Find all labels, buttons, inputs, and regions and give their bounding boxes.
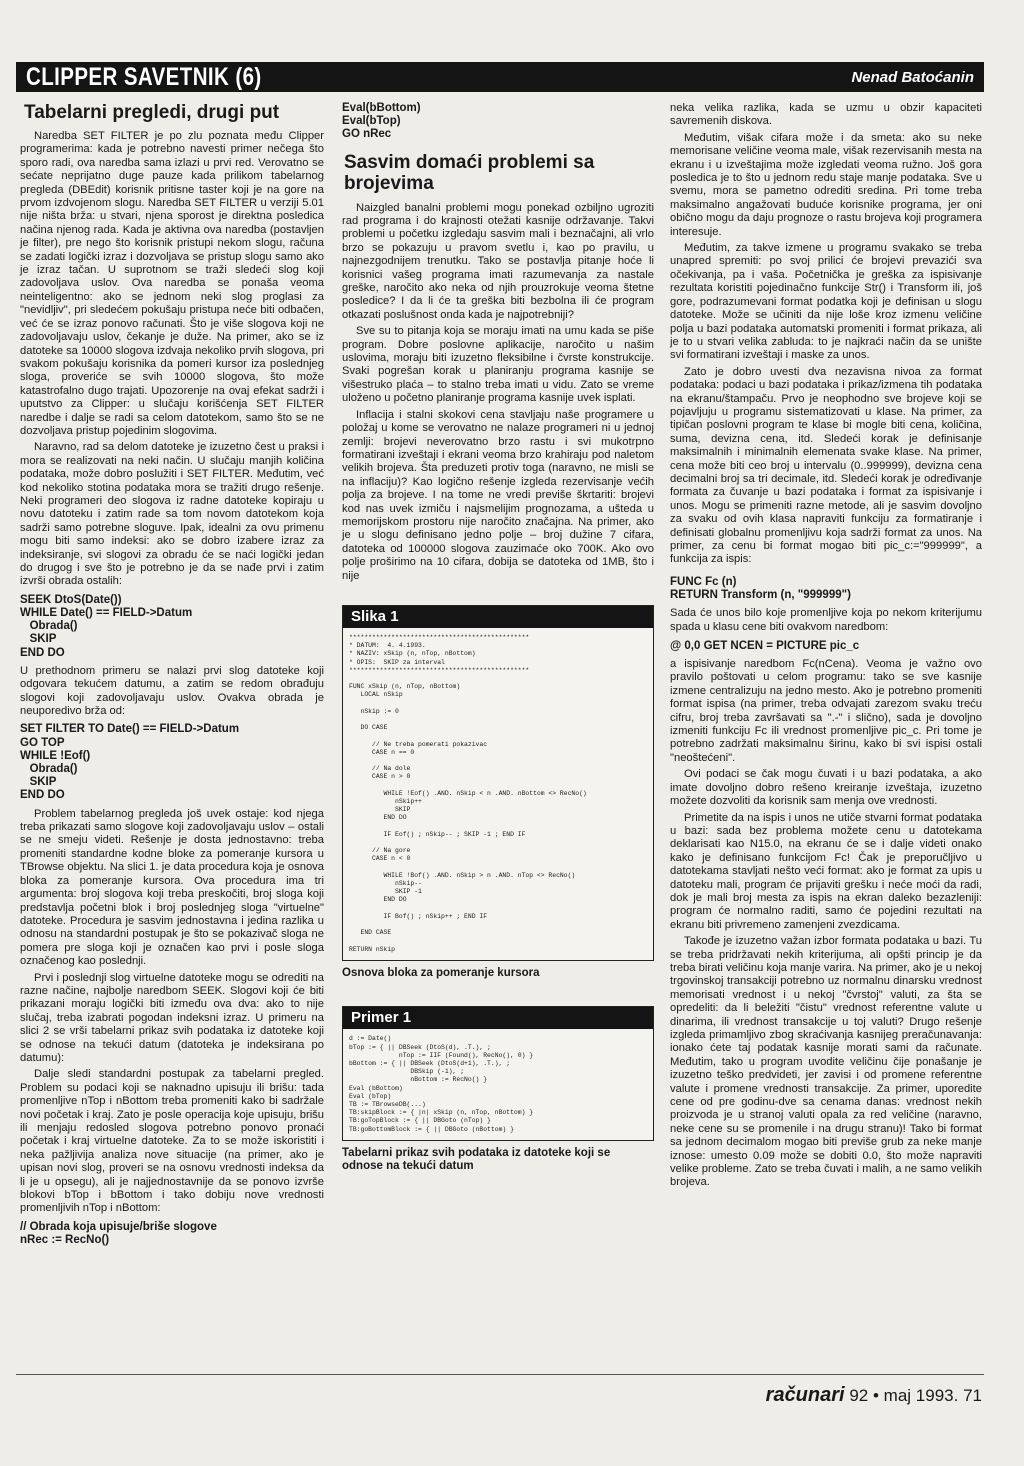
code-snippet: SEEK DtoS(Date()) WHILE Date() == FIELD->Datum Obrada() SKIP END DO <box>20 593 193 659</box>
paragraph: Primetite da na ispis i unos ne utiče stvarni format podataka u bazi: sada bez problema možete cenu u datotekama deklarisati kao N15.0, na ekranu će se i dalje videti onako kako je definisano funkcijom Fc! Čak je preporučljivo u datotekama stavljati nešto veći format: ako je format za upis u datoteku mali, program će prijaviti grešku i neće moći da radi, dok je mali broj mesta za ispis na ekran daleko bezazleniji: program će normalno raditi, samo će pojedini rezultati na ekranu biti privremeno zamenjeni zvezdicama. <box>670 811 982 931</box>
figure-caption: Osnova bloka za pomeranje kursora <box>342 966 540 979</box>
paragraph: Inflacija i stalni skokovi cena stavljaju naše programere u položaj u kome se verovatno ne nalaze programeri ni u jednoj zemlji: brojevi neverovatno brzo rastu i svi mukotrpno formatirani izveštaji i ekrani veoma brzo krahiraju pod naletom velikih brojeva. Šta preduzeti protiv toga (naravno, ne misli se na inflaciju)? Kao logično rešenje izgleda rezervisanje većih polja za brojeve. I na tome ne vredi previše škrtariti: brojevi kod nas uvek izmiču i najsmelijim prognozama, a ušteda u memorijskom prostoru nije naročito značajna. Na primer, ako je u slogu definisano jedno polje – broj dužine 7 cifara, datoteka od 100000 slogova zauzimaće oko 700K. Ako ovo polje proširimo na 10 cifara, dobija se datoteka od 1MB, što i nije <box>342 408 654 582</box>
issue-number: 92 <box>849 1386 869 1405</box>
code-snippet: // Obrada koja upisuje/briše slogove nRec := RecNo() <box>20 1220 217 1247</box>
paragraph: Takođe je izuzetno važan izbor formata podataka u bazi. Tu se treba pridržavati nekih kriterijuma, ali opšti princip je da treba birati veličinu koja manje varira. Na primer, ako je u nekoj trgovinskoj transakciji potrebno uz normalnu dinarsku vrednost memorisati vrednost i u nekoj "čvrstoj" valuti, za šta se opredeliti: da li beležiti "čistu" vrednost referentne valute u dinarima, ili vrednost transakcije u toj valuti? Drugo rešenje izgleda primamljivo zbog skraćivanja kasnijeg preračunavanja: ionako ćete taj podatak kasnije morati sami da računate. Međutim, tako u program uvodite veličinu čije ponašanje je izuzetno teško predvideti, jer zavisi i od promene referentne valute i promene vrednosti transakcije. Za primer, uporedite cene od pre godinu-dve sa cenama danas: vrednost nekih proizvoda je u stranoj valuti opala za red veličine (naravno, neke cene su se promenile i na drugu stranu)! Tako bi format sa jednom decimalom mogao biti previše grub za neke manje iznose: umesto 0.09 može se dobiti 0.0, što može napraviti velike probleme. Zato se treba čuvati i malih, a ne samo velikih brojeva. <box>670 935 982 1189</box>
issue-date: maj 1993. <box>883 1386 959 1405</box>
paragraph: Naizgled banalni problemi mogu ponekad ozbiljno ugroziti rad programa i do krajnosti otežati kasnije održavanje. Takvi problemi u početku izgledaju sasvim mali i beznačajni, ali vrlo brzo se pokazuju u pravom svetlu i, kao po pravilu, u najnezgodnijem trenutku. Tako se postavlja pitanje hoće li korisnici vašeg programa imati razumevanja za nastale greške, naročito ako neka od njih prouzrokuje veoma štetne posledice? I da li će ta greška biti bezbolna ili će program otkazati poslušnost onda kada je najpotrebniji? <box>342 201 654 321</box>
paragraph: U prethodnom primeru se nalazi prvi slog datoteke koji odgovara tekućem datumu, a zatim se redom obrađuju slogovi koji zadovoljavaju uslov. Ovakva obrada je neuporedivo brža od: <box>20 664 324 718</box>
page-number: 71 <box>963 1386 982 1405</box>
figure-code-listing: *********************************************** * DATUM: 4. 4.1993. * NAZIV: xSkip (n, nTop, nBottom) * OPIS: SKIP za interval *********************************************** FUNC xSkip (n, nTop, nBottom) LOCAL nSkip nSkip := 0 DO CASE // Ne treba pomerati pokazivac CASE n == 0 // Na dole CASE n > 0 WHILE !Eof() .AND. nSkip < n .AND. nBottom <> RecNo() nSkip++ SKIP END DO IF Eof() ; nSkip-- ; SKIP -1 ; END IF // Na gore CASE n < 0 WHILE !Bof() .AND. nSkip > n .AND. nTop <> RecNo() nSkip-- SKIP -1 END DO IF Bof() ; nSkip++ ; END IF END CASE RETURN nSkip <box>349 633 587 953</box>
paragraph: Naravno, rad sa delom datoteke je izuzetno čest u praksi i mora se realizovati na neki način. U slučaju manjih količina podataka, može dobro poslužiti i SET FILTER. Međutim, već kod nekoliko stotina podataka mora se tražiti drugo rešenje. Neki programeri deo slogova iz radne datoteke kopiraju u novu datoteku i zatim rade sa tom novom datotekom koja sadrži samo potrebne sloguve. Ipak, idealni za ovu primenu mogu biti samo indeksi: ako se dobro izabere izraz za indeksiranje, svi slogovi za obradu će se naći logički jedan do drugog i sve što je potrebno je da se nađe prvi i zatim izvrši obrada ostalih: <box>20 441 324 588</box>
paragraph: Ovi podaci se čak mogu čuvati i u bazi podataka, a ako imate dovoljno dobro rešeno kreiranje izveštaja, izuzetno možete dozvoliti da korisnik sam menja ove vrednosti. <box>670 768 982 808</box>
paragraph: Međutim, višak cifara može i da smeta: ako su neke memorisane veličine veoma male, višak rezervisanih mesta na ekranu i u izveštajima može izgledati veoma ružno. Još gora posledica je to što u jednom redu staje manje podataka. Sve u svemu, mora se pametno odrediti sredina. Pri tome treba maksimalno angažovati buduće korisnike programa, jer oni obično mogu da daju prognoze o rastu brojeva koji programera interesuje. <box>670 131 982 238</box>
author-name: Nenad Batoćanin <box>851 69 974 86</box>
column-2 <box>342 102 654 1174</box>
code-snippet: SET FILTER TO Date() == FIELD->Datum GO TOP WHILE !Eof() Obrada() SKIP END DO <box>20 723 240 802</box>
paragraph: Naredba SET FILTER je po zlu poznata među Clipper programerima: kada je potrebno navesti primer nečega što sporo radi, ova naredba sama izlazi u prvi red. Verovatno se sećate neprijatno duge pauze kada prilikom tabelarnog pregleda (DBEdit) korisnik pritisne taster koji je na gore na prvom izdvojenom slogu. Naredba SET FILTER u verziji 5.01 nije ništa brža: u stvari, njena sporost je direktna posledica načina njenog rada. Kada je aktivna ova naredba (postavljen je filter), pre nego što korisnik pristupi nekom slogu, računa se zadati logički izraz i dozvoljava se pristup slogu samo ako je izraz tačan. U suprotnom se traži sledeći slog koji zadovoljava uslov. Ova naredba se ponaša veoma neinteligentno: ako se jednom neki slog proglasi za "nevidljiv", pri sledećem pokušaju pristupa neće biti odbačen, već će se izraz ponovo računati. Što je više slogova koji ne zadovoljavaju uslov, čekanje je duže. Na primer, ako se iz datoteke sa 10000 slogova izdvaja nekoliko prvih slogova, pri svakom pokušaju korisnika da pomeri kursor iza poslednjeg sloga, proveriće se svih 10000 slogova, što može katastrofalno dugo trajati. Upozorenje na ovaj efekat sadrži i uputstvo za Clipper: u slučaju korišćenja SET FILTER naredbe i dalje se radi sa celom datotekom, samo što se ne dozvoljava pristup pojedinim slogovima. <box>20 130 324 437</box>
figure-title: Primer 1 <box>343 1007 653 1029</box>
code-snippet: FUNC Fc (n) RETURN Transform (n, "999999") <box>670 575 851 602</box>
bullet: • <box>872 1386 879 1405</box>
series-title: CLIPPER SAVETNIK (6) <box>26 63 262 91</box>
paragraph: Sve su to pitanja koja se moraju imati na umu kada se piše program. Dobre poslovne aplikacije, naročito u našim uslovima, moraju biti izuzetno fleksibilne i čvrste konstrukcije. Svaki pogrešan korak u planiranju programa kasnije se višestruko plaća – to stalno treba imati u vidu. Zato se vreme uloženo u početno planiranje programa kasnije uvek isplati. <box>342 325 654 405</box>
paragraph: Problem tabelarnog pregleda još uvek ostaje: kod njega treba prikazati samo slogove koji zadovoljavaju uslov – ostali se ne smeju videti. Rešenje je dosta jednostavno: treba promeniti standardne kodne bloke za pomeranje kursora u TBrowse objektu. Na slici 1. je data procedura koja je osnova bloka za pomeranje kursora. Ova procedura ima tri argumenta: broj slogova koji treba preskočiti, broj sloga koji predstavlja početni blok i broj poslednjeg sloga "virtuelne" datoteke. Procedura je sasvim jednostavna i jedina razlika u odnosu na standardni postupak je što se pokazivač sloga ne pomera pre sloga koji je označen kao prvi i posle sloga označenog kao poslednji. <box>20 807 324 968</box>
column-3 <box>670 102 982 1190</box>
paragraph: Zato je dobro uvesti dva nezavisna nivoa za format podataka: podaci u bazi podataka i prikaz/izmena tih podataka na ekranu/štampaču. Prvo je neophodno sve brojeve koji se pojavljuju u programu sistematizovati u klase. Na primer, za tipičan poslovni program te klase bi mogle biti cena, količina, suma, devizna cena, itd. Sledeći korak je definisanje maksimalnih i minimalnih elemenata svake klase. Na primer, cena može biti ceo broj u intervalu (0..999999), devizna cena decimalni broj sa tri decimale, itd. Sledeći korak je određivanje formata za čuvanje u bazi podataka i format za ispisivanje i unos. Mogu se primeniti razne metode, ali je sasvim dovoljno za svaku od ovih klasa napraviti funkciju za formatiranje i definisati globalnu promenljivu koja sadrži format za unos. Na primer, za cenu bi format mogao biti pic_c:="999999", a funkcija za ispis: <box>670 365 982 566</box>
formula-text: @ 0,0 GET NCEN = PICTURE pic_c <box>670 640 860 653</box>
footer-divider <box>16 1374 984 1375</box>
paragraph: Dalje sledi standardni postupak za tabelarni pregled. Problem su podaci koji se naknadno upisuju ili brišu: tada promenljive nTop i nBottom treba promeniti kako bi sadržale novi početak i kraj. Zato je posle operacija koje upisuju, brišu ili menjaju redosled slogova potrebno ponovo pronaći početak i kraj virtuelne datoteke. Za to se može iskoristiti i neka pažljivija analiza nove situacije (na primer, ako je upisan novi slog, proveri se na osnovu vrednosti indeksa da li je u opsegu), ali je najjednostavnije da se ponovo izvrše blokovi bTop i bBottom i tako dobiju nove vrednosti promenljivih nTop i nBottom: <box>20 1068 324 1215</box>
paragraph: Sada će unos bilo koje promenljive koja po nekom kriterijumu spada u klasu cene biti ovakvom naredbom: <box>670 607 982 633</box>
figure-box-primer-1 <box>342 1006 654 1140</box>
figure-caption: Tabelarni prikaz svih podataka iz datoteke koji se odnose na tekući datum <box>342 1146 611 1173</box>
header-bar <box>16 62 984 92</box>
magazine-name: računari <box>765 1384 845 1406</box>
column-1 <box>20 102 324 1252</box>
figure-box-slika-1 <box>342 605 654 961</box>
section-heading: Sasvim domaći problemi sa brojevima <box>344 151 595 194</box>
figure-title: Slika 1 <box>343 606 653 628</box>
article-title: Tabelarni pregledi, drugi put <box>24 102 280 123</box>
paragraph: Međutim, za takve izmene u programu svakako se treba unapred spremiti: po svoj prilici će brojevi prevazići sva očekivanja, pa i vaša. Početnička je greška za ispisivanje rezultata koristiti pojedinačno funkcije Str() i Transform ili, još gore, podrazumevani format podatka koji je definisan u slogu datoteke. Može se učiniti da nije lošе kroz izmenu veličine polja u bazi podataka automatski promeniti i format prikaza, ali je to u stvari velika zabluda: to je najkraći način da se unište svi formatirani izveštaji i maske za unos. <box>670 242 982 362</box>
page-footer <box>766 1384 982 1407</box>
figure-code-listing: d := Date() bTop := { || DBSeek (DtoS(d), .T.), ; nTop := IIF (Found(), RecNo(), 0) } bBottom := { || DBSeek (DtoS(d+1), .T.), ; DBSkip (-1), ; nBottom := RecNo() } Eval (bBottom) Eval (bTop) TB := TBrowseDB(...) TB:skipBlock := { |n| xSkip (n, nTop, nBottom) } TB:goTopBlock := { || DBGoto (nTop) } TB:goBottomBlock := { || DBGoto (nBottom) } <box>349 1035 534 1133</box>
code-snippet: Eval(bBottom) Eval(bTop) GO nRec <box>342 102 421 141</box>
paragraph: a ispisivanje naredbom Fc(nCena). Veoma je važno ovo pravilo poštovati u celom programu: tako se sve kasnije izmene centralizuju na jedno mesto. Ako je potrebno promeniti format ispisa (na primer, treba odvajati zarezom svaku treću cifru, broj treba završavati sa ".-" i slično), sada je dovoljno izmeniti funkciju Fc ili vrednost promenljive pic_c. Pri tome je potrebno zadržati maksimalnu širinu, kako bi svi ispisi ostali "neoštećeni". <box>670 658 982 764</box>
paragraph: Prvi i poslednji slog virtuelne datoteke mogu se odrediti na razne načine, najbolje naredbom SEEK. Slogovi koji će biti prikazani moraju logički biti između ova dva: ako to nije slučaj, treba izabrati pogodan indeksni izraz. U primeru na slici 2 se vrši tabelarni prikaz svih podataka iz datoteke koji se odnose na tekući datum (datoteka je indeksirana po datumu): <box>20 971 324 1064</box>
code-snippet <box>670 639 982 653</box>
paragraph: neka velika razlika, kada se uzmu u obzir kapaciteti savremenih diskova. <box>670 102 982 128</box>
